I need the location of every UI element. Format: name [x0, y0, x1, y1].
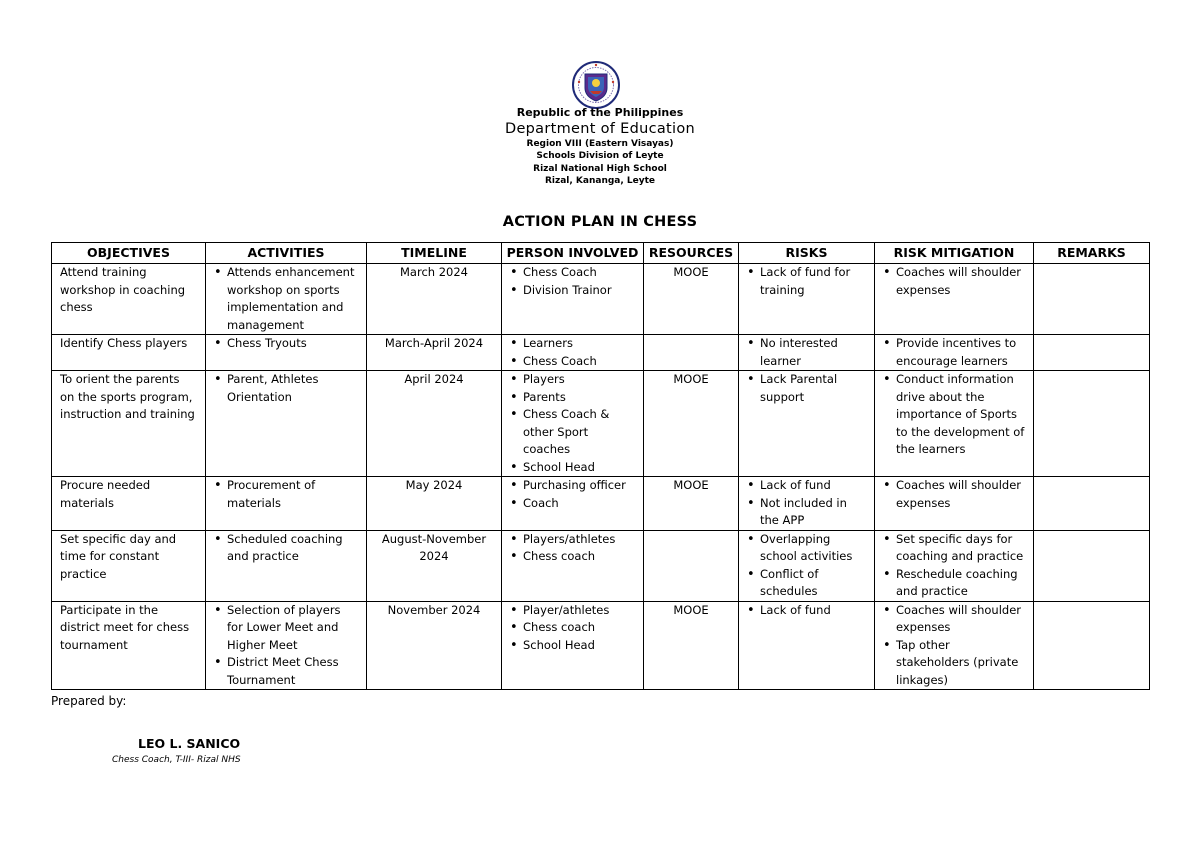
remarks-cell: [1034, 477, 1150, 531]
timeline-cell: March 2024: [367, 264, 502, 335]
column-header: RISKS: [739, 243, 875, 264]
mitigation-cell: [875, 530, 1034, 601]
remarks-cell: [1034, 601, 1150, 690]
division-line: Schools Division of Leyte: [536, 151, 664, 161]
persons-cell: [502, 371, 644, 477]
table-row: [52, 264, 1150, 335]
list-item: • Player/athletes: [510, 602, 635, 620]
mitigation-cell: [875, 477, 1034, 531]
list-item: • Players: [510, 371, 635, 389]
list-item: • Chess Coach: [510, 353, 635, 371]
region-line: Region VIII (Eastern Visayas): [526, 138, 674, 149]
mitigation-cell: [875, 371, 1034, 477]
persons-cell: [502, 335, 644, 371]
remarks-cell: [1034, 530, 1150, 601]
persons-cell: [502, 477, 644, 531]
resources-cell: MOOE: [644, 477, 739, 531]
timeline-cell: April 2024: [367, 371, 502, 477]
list-item: • Players/athletes: [510, 531, 635, 549]
objective-cell: Set specific day and time for constant practice: [52, 530, 206, 601]
list-item: • Chess Tryouts: [214, 335, 358, 353]
list-item: • Procurement of materials: [214, 477, 358, 512]
list-item: • Attends enhancement workshop on sports implementation and management: [214, 264, 358, 334]
timeline-cell: March-April 2024: [367, 335, 502, 371]
activities-cell: [206, 477, 367, 531]
table-row: [52, 371, 1150, 477]
objective-cell: Participate in the district meet for chess tournament: [52, 601, 206, 690]
resources-cell: [644, 335, 739, 371]
remarks-cell: [1034, 264, 1150, 335]
list-item: • No interested learner: [747, 335, 866, 370]
deped-seal-icon: [571, 60, 621, 110]
list-item: • Conflict of schedules: [747, 566, 866, 601]
table-header-row: [52, 243, 1150, 264]
list-item: • Purchasing officer: [510, 477, 635, 495]
list-item: • Not included in the APP: [747, 495, 866, 530]
column-header: ACTIVITIES: [206, 243, 367, 264]
remarks-cell: [1034, 335, 1150, 371]
list-item: • Lack Parental support: [747, 371, 866, 406]
table-row: [52, 477, 1150, 531]
signer-name: LEO L. SANICO: [138, 736, 241, 751]
action-plan-table: [51, 242, 1150, 690]
list-item: • Lack of fund: [747, 477, 866, 495]
column-header: TIMELINE: [367, 243, 502, 264]
list-item: • Division Trainor: [510, 282, 635, 300]
list-item: • Set specific days for coaching and practice: [883, 531, 1025, 566]
list-item: • Reschedule coaching and practice: [883, 566, 1025, 601]
mitigation-cell: [875, 335, 1034, 371]
republic-line: Republic of the Philippines: [516, 106, 684, 119]
signer-title: Chess Coach, T-III- Rizal NHS: [112, 755, 241, 765]
list-item: • School Head: [510, 637, 635, 655]
list-item: • Lack of fund for training: [747, 264, 866, 299]
school-line: Rizal National High School: [533, 163, 667, 174]
activities-cell: [206, 601, 367, 690]
list-item: • District Meet Chess Tournament: [214, 654, 358, 689]
list-item: • Lack of fund: [747, 602, 866, 620]
list-item: • Learners: [510, 335, 635, 353]
prepared-by-label: Prepared by:: [51, 694, 127, 708]
objective-cell: Procure needed materials: [52, 477, 206, 531]
activities-cell: [206, 530, 367, 601]
list-item: • Selection of players for Lower Meet and Higher Meet: [214, 602, 358, 655]
list-item: • Chess coach: [510, 548, 635, 566]
activities-cell: [206, 371, 367, 477]
timeline-cell: November 2024: [367, 601, 502, 690]
list-item: • Chess Coach & other Sport coaches: [510, 406, 635, 459]
resources-cell: MOOE: [644, 601, 739, 690]
list-item: • Conduct information drive about the importance of Sports to the development of the learners: [883, 371, 1025, 459]
persons-cell: [502, 530, 644, 601]
list-item: • Coach: [510, 495, 635, 513]
activities-cell: [206, 335, 367, 371]
document-title: ACTION PLAN IN CHESS: [502, 214, 698, 230]
list-item: • Tap other stakeholders (private linkages): [883, 637, 1025, 690]
risks-cell: [739, 530, 875, 601]
objective-cell: Identify Chess players: [52, 335, 206, 371]
column-header: PERSON INVOLVED: [502, 243, 644, 264]
list-item: • Parents: [510, 389, 635, 407]
risks-cell: [739, 477, 875, 531]
objective-cell: To orient the parents on the sports program, instruction and training: [52, 371, 206, 477]
list-item: • Parent, Athletes Orientation: [214, 371, 358, 406]
table-row: [52, 335, 1150, 371]
mitigation-cell: [875, 264, 1034, 335]
list-item: • Chess coach: [510, 619, 635, 637]
list-item: • Provide incentives to encourage learners: [883, 335, 1025, 370]
list-item: • School Head: [510, 459, 635, 477]
risks-cell: [739, 264, 875, 335]
list-item: • Coaches will shoulder expenses: [883, 264, 1025, 299]
table-row: [52, 601, 1150, 690]
department-line: Department of Education: [504, 120, 696, 137]
risks-cell: [739, 601, 875, 690]
resources-cell: MOOE: [644, 264, 739, 335]
persons-cell: [502, 601, 644, 690]
address-line: Rizal, Kananga, Leyte: [544, 176, 656, 186]
list-item: • Coaches will shoulder expenses: [883, 477, 1025, 512]
mitigation-cell: [875, 601, 1034, 690]
document-header: [0, 107, 1200, 188]
list-item: • Coaches will shoulder expenses: [883, 602, 1025, 637]
table-row: [52, 530, 1150, 601]
list-item: • Scheduled coaching and practice: [214, 531, 358, 566]
remarks-cell: [1034, 371, 1150, 477]
objective-cell: Attend training workshop in coaching chess: [52, 264, 206, 335]
column-header: RISK MITIGATION: [875, 243, 1034, 264]
timeline-cell: May 2024: [367, 477, 502, 531]
risks-cell: [739, 335, 875, 371]
resources-cell: MOOE: [644, 371, 739, 477]
activities-cell: [206, 264, 367, 335]
column-header: REMARKS: [1034, 243, 1150, 264]
persons-cell: [502, 264, 644, 335]
resources-cell: [644, 530, 739, 601]
list-item: • Overlapping school activities: [747, 531, 866, 566]
column-header: OBJECTIVES: [52, 243, 206, 264]
risks-cell: [739, 371, 875, 477]
column-header: RESOURCES: [644, 243, 739, 264]
timeline-cell: August-November 2024: [367, 530, 502, 601]
list-item: • Chess Coach: [510, 264, 635, 282]
